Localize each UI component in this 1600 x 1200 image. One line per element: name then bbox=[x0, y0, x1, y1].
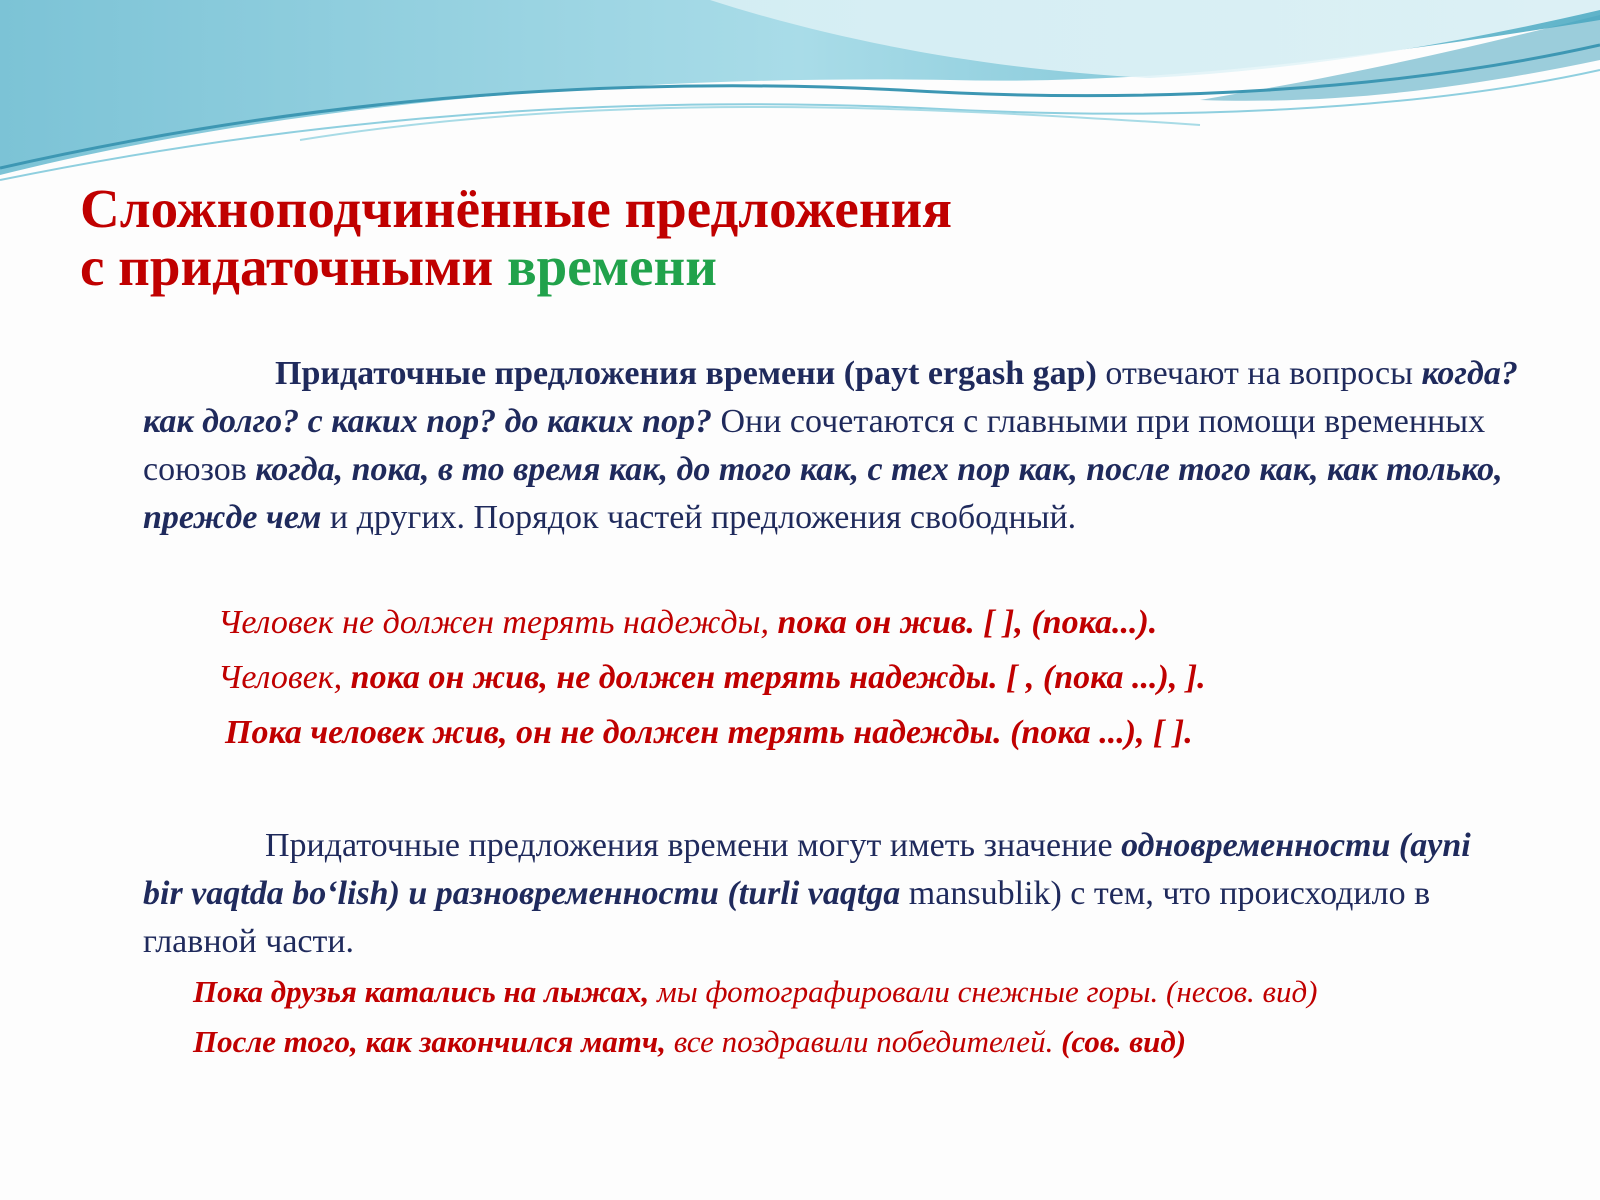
title-accent-word: времени bbox=[506, 236, 717, 297]
example-bold: Пока друзья катались на лыжах, bbox=[193, 974, 650, 1009]
meaning-terms: одновременности (ayni bir vaqtda bo‘lish) и разновременности (turli vaqtga bbox=[143, 827, 1471, 912]
example-plain: Человек не должен терять надежды, bbox=[218, 604, 778, 641]
example-sentence-5 bbox=[193, 1024, 1186, 1060]
title-line-2: с придаточными bbox=[80, 236, 507, 297]
title-line-1: Сложноподчинённые предложения bbox=[80, 178, 952, 239]
wave-line-3 bbox=[300, 107, 1200, 140]
example-bold: После того, как закончился матч, bbox=[193, 1024, 666, 1059]
example-plain: все поздравили победителей. bbox=[665, 1024, 1062, 1059]
conjunction-list: когда, пока, в то время как, до того как, с тех пор как, после того как, как только, прежде чем bbox=[143, 451, 1503, 536]
example-plain: мы фотографировали снежные горы. (несов. вид) bbox=[649, 974, 1318, 1009]
example-sentence-2 bbox=[218, 658, 1206, 698]
definition-paragraph bbox=[143, 350, 1518, 542]
example-bold: Пока человек жив, он не должен терять надежды. (пока ...), [ ]. bbox=[225, 714, 1193, 751]
definition-text-2: Они сочетаются с главными при помощи временных союзов bbox=[143, 403, 1486, 488]
example-sentence-4 bbox=[193, 974, 1318, 1010]
example-bold: пока он жив, не должен терять надежды. [ , (пока ...), ]. bbox=[350, 659, 1206, 696]
example-plain: Человек, bbox=[218, 659, 351, 696]
definition-text-1: отвечают на вопросы bbox=[1096, 355, 1422, 392]
slide-title bbox=[80, 180, 952, 296]
question-list: когда? как долго? с каких пор? до каких пор? bbox=[143, 355, 1518, 440]
definition-term: Придаточные предложения времени (payt ergash gap) bbox=[275, 355, 1097, 392]
example-sentence-1 bbox=[218, 603, 1157, 643]
meaning-paragraph bbox=[143, 822, 1518, 966]
meaning-text-1: Придаточные предложения времени могут иметь значение bbox=[265, 827, 1122, 864]
example-bold: пока он жив. [ ], (пока...). bbox=[777, 604, 1158, 641]
example-sentence-3 bbox=[225, 713, 1193, 753]
meaning-text-2: mansublik) с тем, что происходило в главной части. bbox=[143, 875, 1431, 960]
definition-text-3: и других. Порядок частей предложения свободный. bbox=[321, 499, 1077, 536]
example-aspect: (сов. вид) bbox=[1061, 1024, 1187, 1059]
